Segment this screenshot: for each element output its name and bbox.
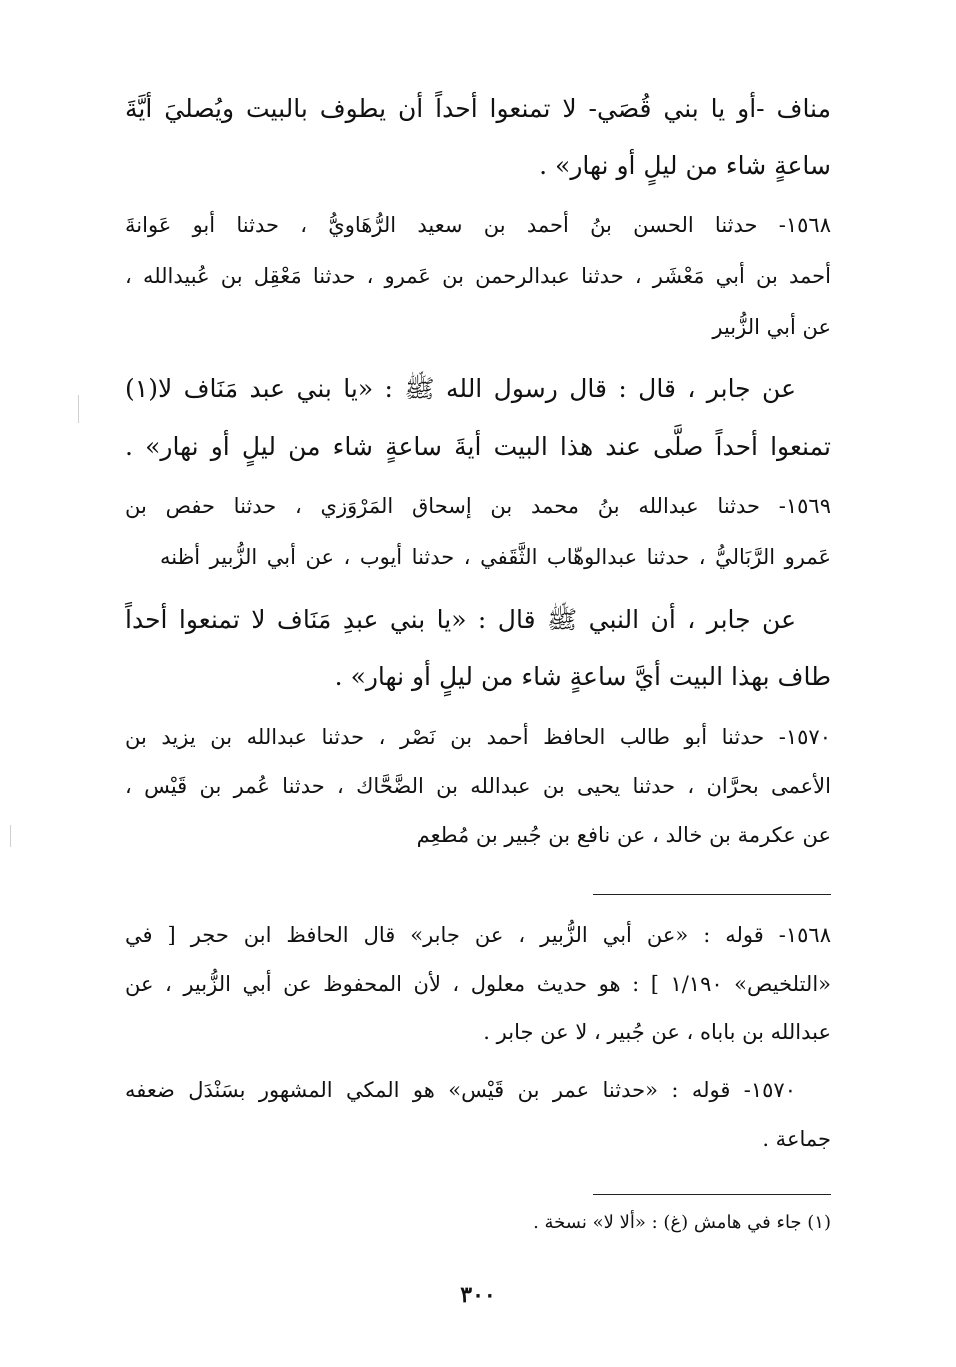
main-text-line: ساعةٍ شاء من ليلٍ أو نهار» . — [539, 151, 831, 180]
commentary-line: ١٥٧٠- قوله : «حدثنا عمر بن قَيْس» هو المكي المشهور بسَنْدَل ضعفه — [125, 1078, 796, 1102]
commentary-line: ١٥٦٨- قوله : «عن أبي الزُّبير ، عن جابر» قال الحافظ ابن حجر [ في — [125, 923, 831, 947]
main-text-line: عن عكرمة بن خالد ، عن نافع بن جُبير بن مُطعِم — [416, 823, 831, 847]
main-text-line: طاف بهذا البيت أيَّ ساعةٍ شاء من ليلٍ أو نهار» . — [334, 662, 831, 691]
page-number: ٣٠٠ — [460, 1282, 496, 1308]
main-text-line: ١٥٧٠- حدثنا أبو طالب الحافظ أحمد بن نَصْر ، حدثنا عبدالله بن يزيد بن — [125, 725, 831, 749]
main-text-line: ١٥٦٨- حدثنا الحسن بنُ أحمد بن سعيد الرُّهَاويُّ ، حدثنا أبو عَوانةَ — [125, 213, 831, 237]
footnote-separator — [593, 1194, 831, 1195]
commentary-separator — [593, 894, 831, 895]
main-text-line: مناف -أو يا بني قُصَي- لا تمنعوا أحداً أن يطوف بالبيت ويُصليَ أيَّةَ — [125, 94, 831, 123]
main-text-line: عن أبي الزُّبير — [712, 315, 831, 339]
main-text-line: الأعمى بحرَّان ، حدثنا يحيى بن عبدالله بن الضَّحَّاك ، حدثنا عُمر بن قَيْس ، — [125, 774, 831, 798]
main-text-line: عن جابر ، أن النبي ﷺ قال : «يا بني عبدِ مَنَاف لا تمنعوا أحداً — [125, 605, 796, 634]
commentary-line: «التلخيص» ١/١٩٠ ] : هو حديث معلول ، لأن المحفوظ عن أبي الزُّبير ، عن — [125, 972, 831, 996]
scan-margin-mark — [10, 825, 11, 847]
main-text-line: ١٥٦٩- حدثنا عبدالله بنُ محمد بن إسحاق المَرْوَزي ، حدثنا حفص بن — [125, 494, 831, 518]
commentary-line: عبدالله بن باباه ، عن جُبير ، لا عن جابر . — [483, 1020, 831, 1044]
main-text-line: أحمد بن أبي مَعْشَر ، حدثنا عبدالرحمن بن عَمرو ، حدثنا مَعْقِل بن عُبيدالله ، — [125, 264, 831, 288]
commentary-line: جماعة . — [762, 1127, 831, 1151]
footnote: (١) جاء في هامش (غ) : «ألا لا» نسخة . — [533, 1212, 831, 1233]
main-text-line: عَمرو الرَّبَاليُّ ، حدثنا عبدالوهّاب الثَّقَفي ، حدثنا أيوب ، عن أبي الزُّبير أظنه — [160, 545, 831, 569]
main-text-line: عن جابر ، قال : قال رسول الله ﷺ : «يا بني عبد مَنَاف لا(١) — [125, 374, 796, 403]
main-text-line: تمنعوا أحداً صلَّى عند هذا البيت أيةَ ساعةٍ شاء من ليلٍ أو نهار» . — [125, 432, 831, 461]
scan-margin-mark — [78, 395, 79, 423]
